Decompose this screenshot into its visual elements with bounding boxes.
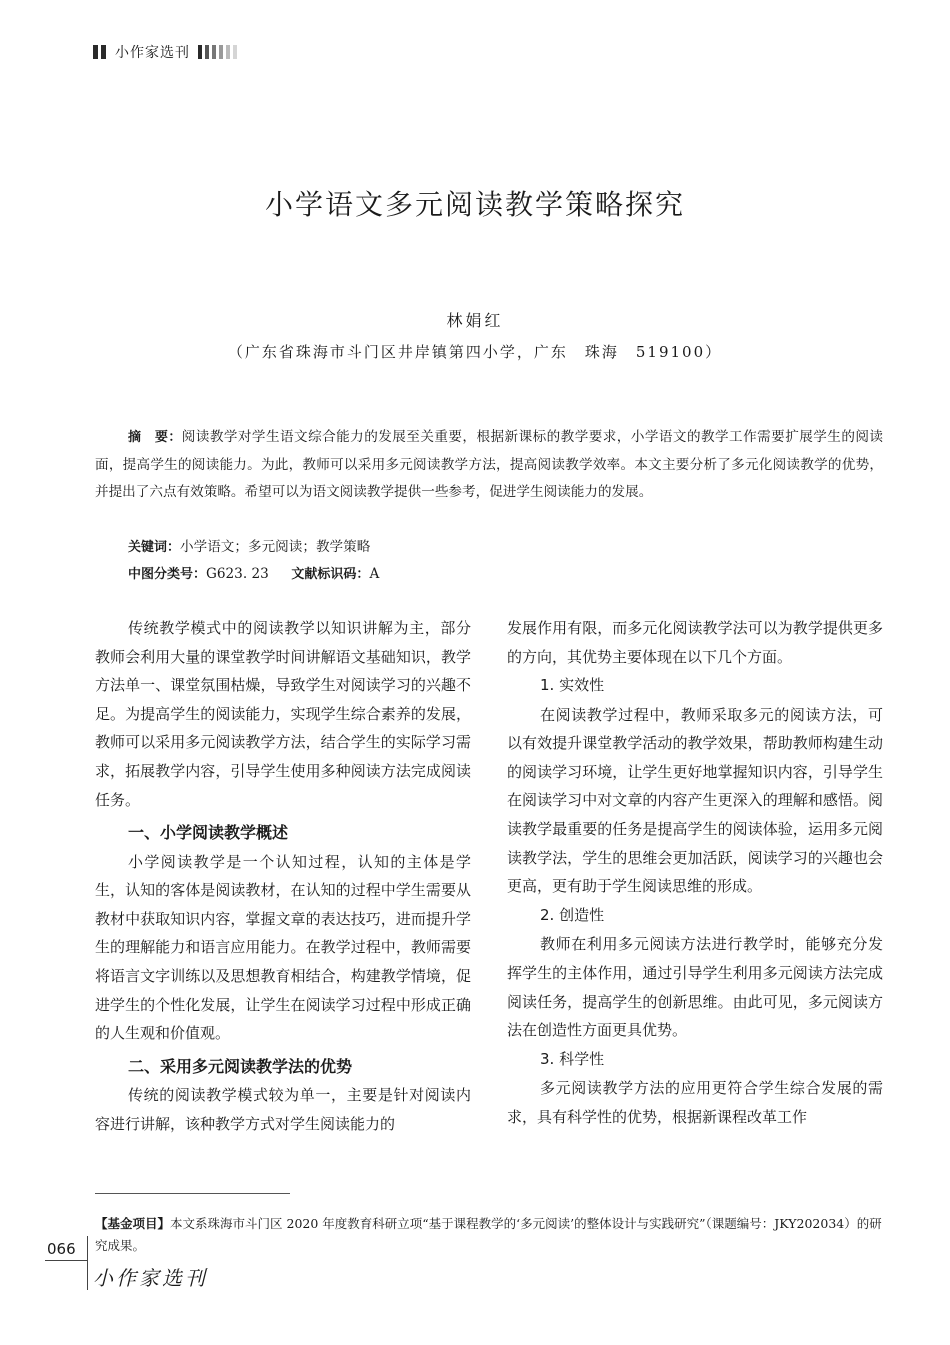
keywords-text: 小学语文；多元阅读；教学策略 — [180, 539, 371, 555]
keywords — [128, 535, 370, 555]
section-1-heading: 一、小学阅读教学概述 — [128, 823, 289, 843]
doc-code-value: A — [369, 566, 380, 582]
abstract — [95, 424, 883, 507]
subsection-1-paragraph: 在阅读教学过程中，教师采取多元的阅读方法，可以有效提升课堂教学活动的教学效果，帮助教师构建生动的阅读学习环境，让学生更好地掌握知识内容，引导学生在阅读学习中对文章的内容产生更深入的理解和感悟。阅读教学最重要的任务是提高学生的阅读体验，运用多元阅读教学法，学生的思维会更加活跃，阅读学习的兴趣也会更高，更有助于学生阅读思维的形成。 — [507, 705, 883, 896]
footnote — [95, 1213, 885, 1257]
section-2-continuation: 发展作用有限，而多元化阅读教学法可以为教学提供更多的方向，其优势主要体现在以下几个方面。 — [507, 619, 883, 666]
intro-paragraph: 传统教学模式中的阅读教学以知识讲解为主，部分教师会利用大量的课堂教学时间讲解语文基础知识，教学方法单一、课堂氛围枯燥，导致学生对阅读学习的兴趣不足。为提高学生的阅读能力，实现学生综合素养的发展，教师可以采用多元阅读教学方法，结合学生的实际学习需求，拓展教学内容，引导学生使用多种阅读方法完成阅读任务。 — [95, 619, 471, 809]
header-bar-icon — [212, 45, 216, 59]
footnote-rule — [95, 1193, 290, 1194]
page-number-rule — [45, 1260, 87, 1261]
author-affiliation: （广东省珠海市斗门区井岸镇第四小学，广东 珠海 519100） — [227, 343, 723, 361]
section-2-heading: 二、采用多元阅读教学法的优势 — [128, 1056, 353, 1076]
clc-label: 中图分类号： — [128, 567, 207, 582]
page-number-vertical-rule — [87, 1236, 88, 1290]
footnote-label: 【基金项目】 — [95, 1216, 171, 1231]
subsection-1-heading: 1. 实效性 — [540, 676, 605, 695]
header-block-icon — [93, 45, 98, 59]
author-name: 林娟红 — [446, 311, 504, 330]
abstract-label: 摘 要： — [128, 430, 182, 445]
article-title: 小学语文多元阅读教学策略探究 — [264, 188, 685, 221]
header-bar-icon — [226, 45, 230, 59]
journal-name: 小作家选刊 — [115, 45, 190, 61]
keywords-label: 关键词： — [128, 540, 181, 555]
page-number: 066 — [47, 1240, 76, 1258]
clc-value: G623. 23 — [206, 566, 269, 582]
classification — [128, 563, 379, 582]
header-bar-icon — [198, 45, 202, 59]
left-column — [95, 614, 471, 1139]
journal-logo: 小作家选刊 — [93, 1266, 208, 1290]
section-2-paragraph: 传统的阅读教学模式较为单一，主要是针对阅读内容进行讲解，该种教学方式对学生阅读能力的 — [95, 1086, 471, 1133]
doc-code-label: 文献标识码： — [291, 567, 370, 582]
header-bar-icon — [219, 45, 223, 59]
subsection-3-heading: 3. 科学性 — [540, 1049, 605, 1068]
section-1-paragraph: 小学阅读教学是一个认知过程，认知的主体是学生，认知的客体是阅读教材，在认知的过程中学生需要从教材中获取知识内容，掌握文章的表达技巧，进而提升学生的理解能力和语言应用能力。在教学过程中，教师需要将语言文字训练以及思想教育相结合，构建教学情境，促进学生的个性化发展，让学生在阅读学习过程中形成正确的人生观和价值观。 — [95, 852, 471, 1043]
running-header — [93, 42, 240, 62]
subsection-2-paragraph: 教师在利用多元阅读方法进行教学时，能够充分发挥学生的主体作用，通过引导学生利用多元阅读方法完成阅读任务，提高学生的创新思维。由此可见，多元阅读方法在创造性方面更具优势。 — [507, 935, 883, 1040]
header-bar-icon — [233, 45, 237, 59]
header-bar-icon — [205, 45, 209, 59]
footnote-text: 本文系珠海市斗门区 2020 年度教育科研立项“基于课程教学的‘多元阅读’的整体设计与实践研究”（课题编号：JKY202034）的研究成果。 — [95, 1216, 882, 1253]
subsection-3-paragraph: 多元阅读教学方法的应用更符合学生综合发展的需求，具有科学性的优势，根据新课程改革工作 — [507, 1079, 883, 1126]
abstract-text: 阅读教学对学生语文综合能力的发展至关重要，根据新课标的教学要求，小学语文的教学工作需要扩展学生的阅读面，提高学生的阅读能力。为此，教师可以采用多元阅读教学方法，提高阅读教学效率。本文主要分析了多元化阅读教学的优势，并提出了六点有效策略。希望可以为语文阅读教学提供一些参考，促进学生阅读能力的发展。 — [95, 429, 883, 500]
subsection-2-heading: 2. 创造性 — [540, 905, 605, 924]
header-block-icon — [101, 45, 106, 59]
right-column — [507, 614, 883, 1131]
